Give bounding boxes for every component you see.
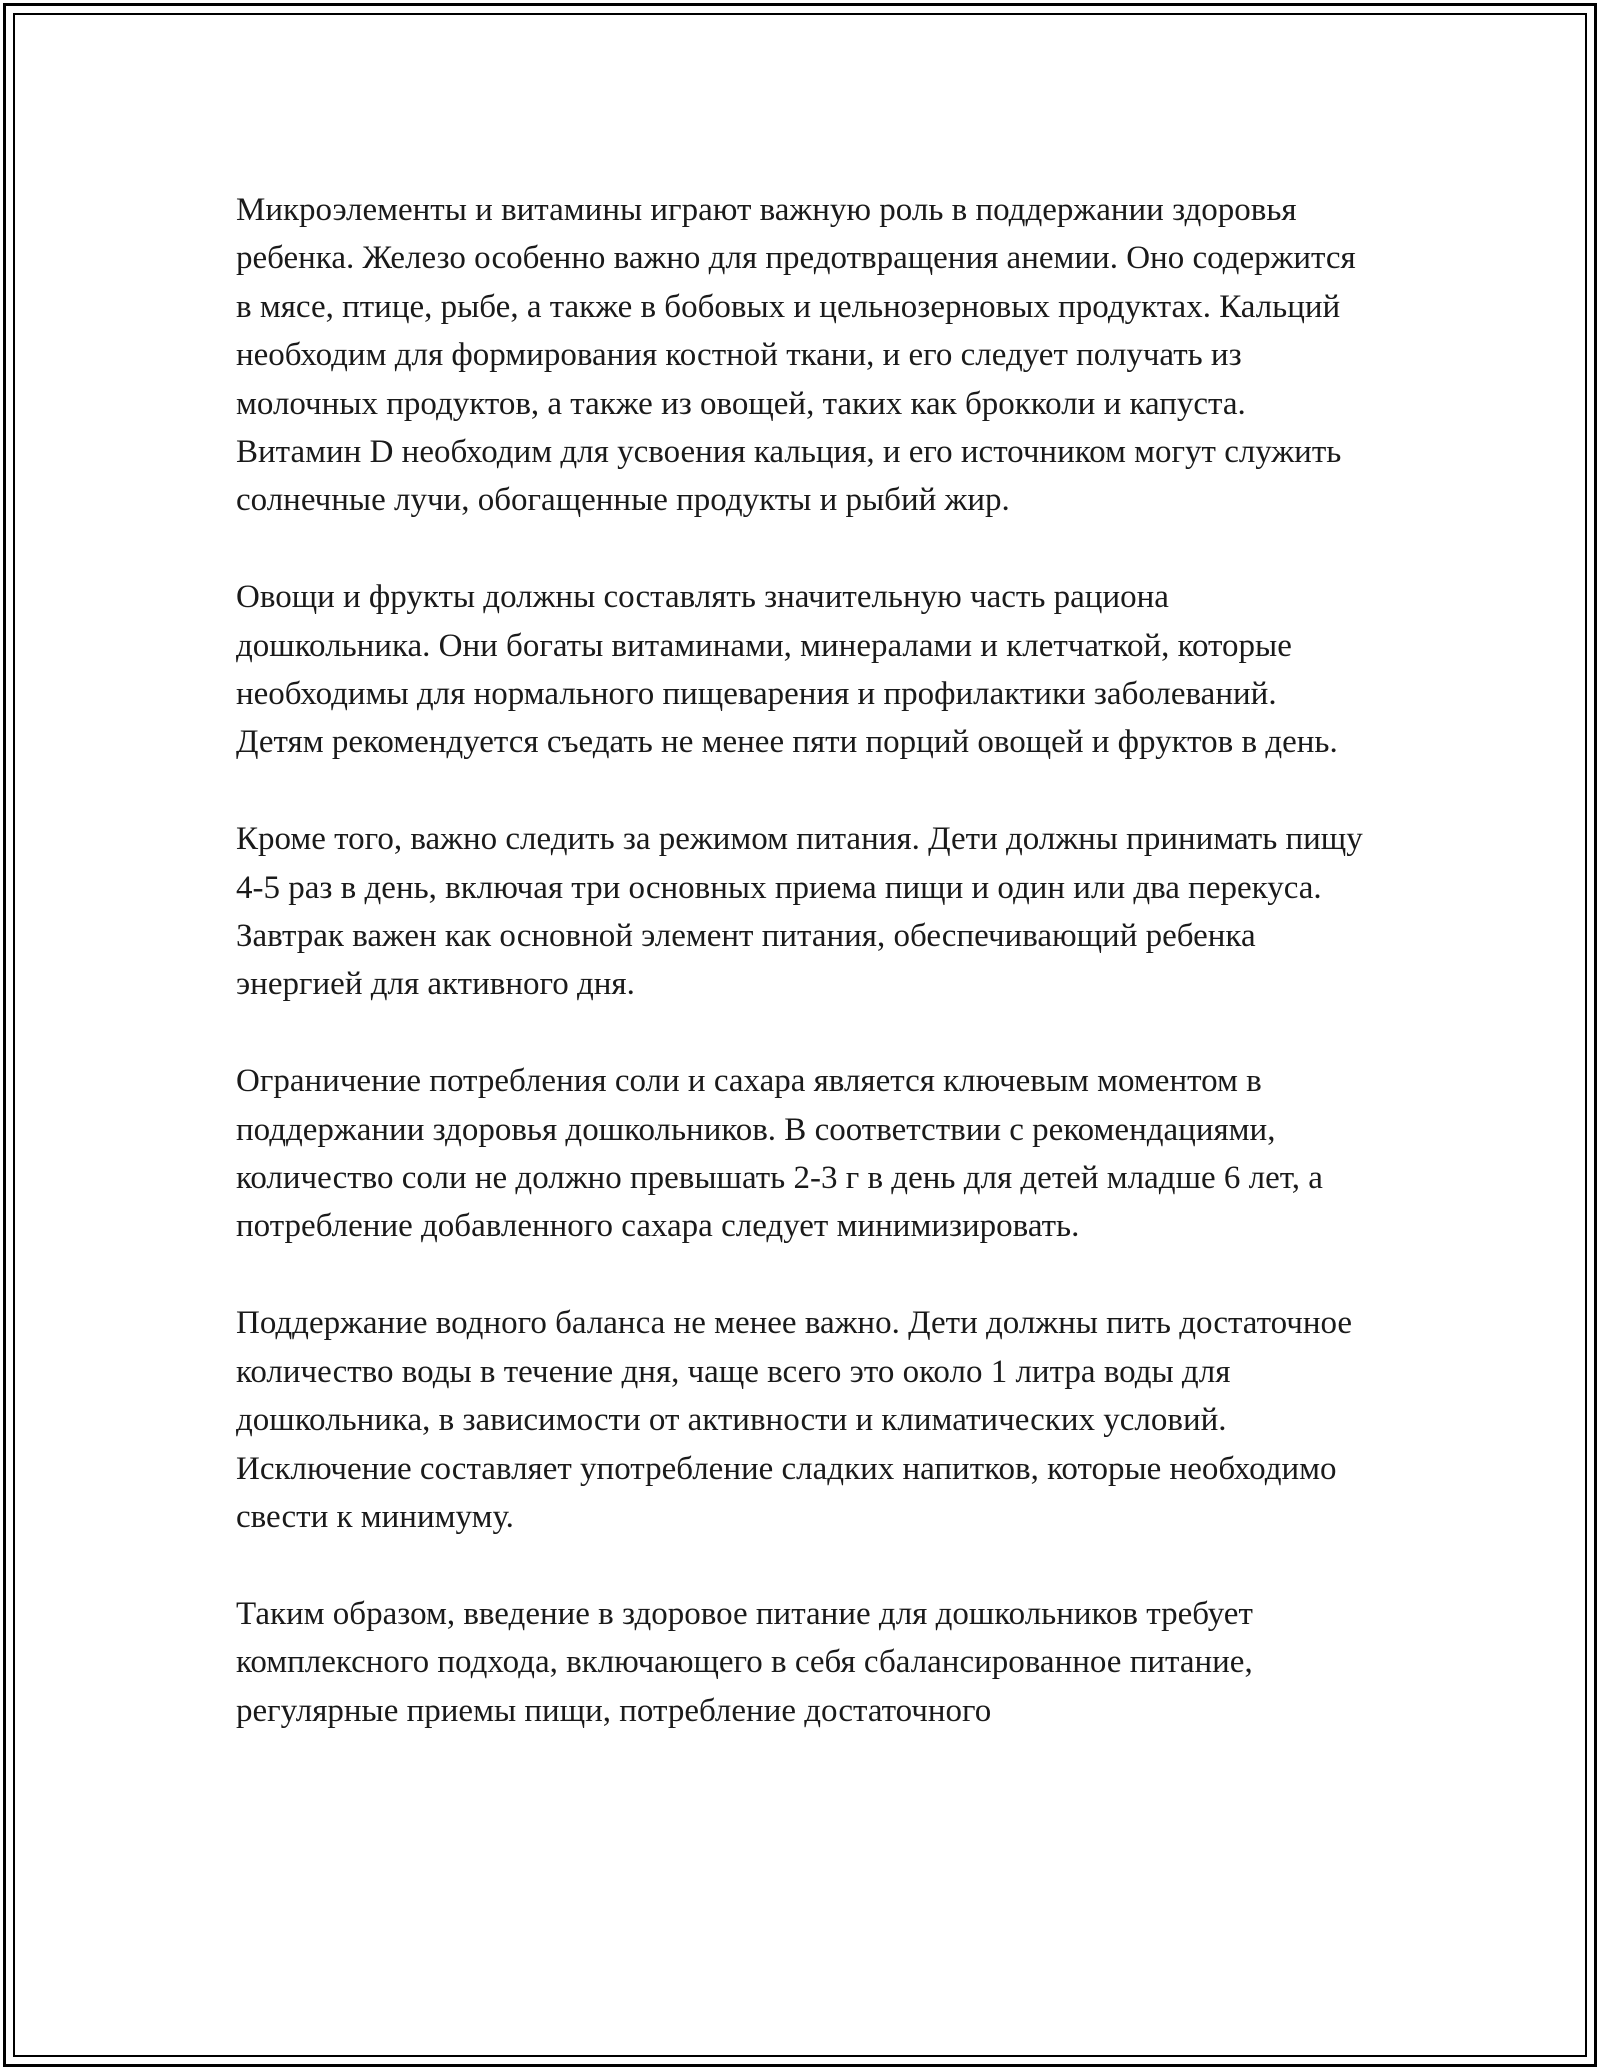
paragraph-conclusion: Таким образом, введение в здоровое питание для дошкольников требует комплексного подхода, включающего в себя сбалансированное питание, регулярные приемы пищи, потребление достаточного [236,1595,1253,1729]
paragraph-water-balance: Поддержание водного баланса не менее важно. Дети должны пить достаточное количество воды в течение дня, чаще всего это около 1 литра воды для дошкольника, в зависимости от активности и климатических условий. Исключение составляет употребление сладких напитков, которые необходимо свести к минимуму. [236,1305,1353,1535]
paragraph-meal-schedule: Кроме того, важно следить за режимом питания. Дети должны принимать пищу 4-5 раз в день, включая три основных приема пищи и один или два перекуса. Завтрак важен как основной элемент питания, обеспечивающий ребенка энергией для активного дня. [236,821,1363,1003]
document-body [236,186,1366,1735]
paragraph-salt-sugar: Ограничение потребления соли и сахара является ключевым моментом в поддержании здоровья дошкольников. В соответствии с рекомендациями, количество соли не должно превышать 2-3 г в день для детей младше 6 лет, а потребление добавленного сахара следует минимизировать. [236,1063,1323,1245]
paragraph-vegetables-fruits: Овощи и фрукты должны составлять значительную часть рациона дошкольника. Они богаты витаминами, минералами и клетчаткой, которые необходимы для нормального пищеварения и профилактики заболеваний. Детям рекомендуется съедать не менее пяти порций овощей и фруктов в день. [236,579,1338,761]
paragraph-microelements: Микроэлементы и витамины играют важную роль в поддержании здоровья ребенка. Железо особенно важно для предотвращения анемии. Оно содержится в мясе, птице, рыбе, а также в бобовых и цельнозерновых продуктах. Кальций необходим для формирования костной ткани, и его следует получать из молочных продуктов, а также из овощей, таких как брокколи и капуста. Витамин D необходим для усвоения кальция, и его источником могут служить солнечные лучи, обогащенные продукты и рыбий жир. [236,192,1356,519]
